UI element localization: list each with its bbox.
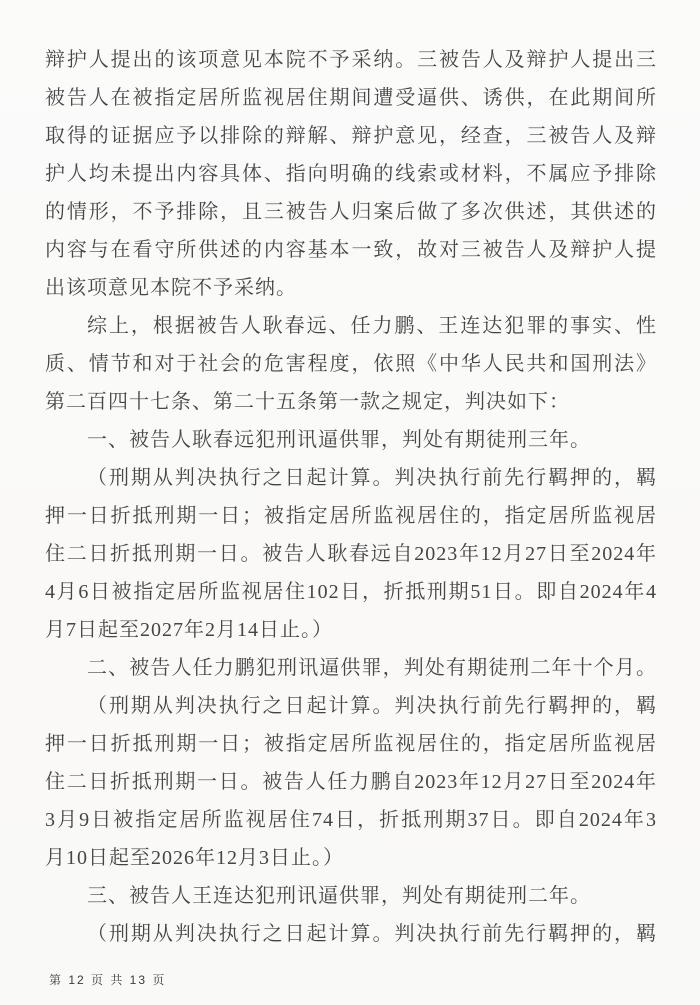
text-line: 第二百四十七条、第二十五条第一款之规定，判决如下： [45,391,570,413]
text-line: 押一日折抵刑期一日；被指定居所监视居住的，指定居所监视居 [45,733,657,755]
text-line: （刑期从判决执行之日起计算。判决执行前先行羁押的，羁 [87,695,657,717]
text-line: 被告人在被指定居所监视居住期间遭受逼供、诱供，在此期间所 [45,87,657,109]
text-line: 的情形，不予排除，且三被告人归案后做了多次供述，其供述的 [45,201,657,223]
page-number-footer: 第 12 页 共 13 页 [49,973,167,987]
text-line: 一、被告人耿春远犯刑讯逼供罪，判处有期徒刑三年。 [87,429,591,451]
text-line: 质、情节和对于社会的危害程度，依照《中华人民共和国刑法》 [45,353,657,375]
text-line: （刑期从判决执行之日起计算。判决执行前先行羁押的，羁 [87,923,657,945]
text-line: 三、被告人王连达犯刑讯逼供罪，判处有期徒刑二年。 [87,885,591,907]
text-line: 月7日起至2027年2月14日止。） [45,619,333,641]
text-line: 住二日折抵刑期一日。被告人任力鹏自2023年12月27日至2024年 [45,771,657,793]
text-line: 综上，根据被告人耿春远、任力鹏、王连达犯罪的事实、性 [87,315,657,337]
text-line: 护人均未提出内容具体、指向明确的线索或材料，不属应予排除 [45,163,657,185]
text-line: （刑期从判决执行之日起计算。判决执行前先行羁押的，羁 [87,467,657,489]
text-line: 出该项意见本院不予采纳。 [45,277,297,299]
text-line: 4月6日被指定居所监视居住102日，折抵刑期51日。即自2024年4 [45,581,657,603]
text-line: 押一日折抵刑期一日；被指定居所监视居住的，指定居所监视居 [45,505,657,527]
text-line: 二、被告人任力鹏犯刑讯逼供罪，判处有期徒刑二年十个月。 [87,657,657,679]
text-line: 内容与在看守所供述的内容基本一致，故对三被告人及辩护人提 [45,239,657,261]
text-line: 辩护人提出的该项意见本院不予采纳。三被告人及辩护人提出三 [45,49,657,71]
text-line: 住二日折抵刑期一日。被告人耿春远自2023年12月27日至2024年 [45,543,657,565]
text-line: 取得的证据应予以排除的辩解、辩护意见，经查，三被告人及辩 [45,125,657,147]
text-line: 月10日起至2026年12月3日止。） [45,847,344,869]
text-line: 3月9日被指定居所监视居住74日，折抵刑期37日。即自2024年3 [45,809,657,831]
document-body [45,41,657,953]
